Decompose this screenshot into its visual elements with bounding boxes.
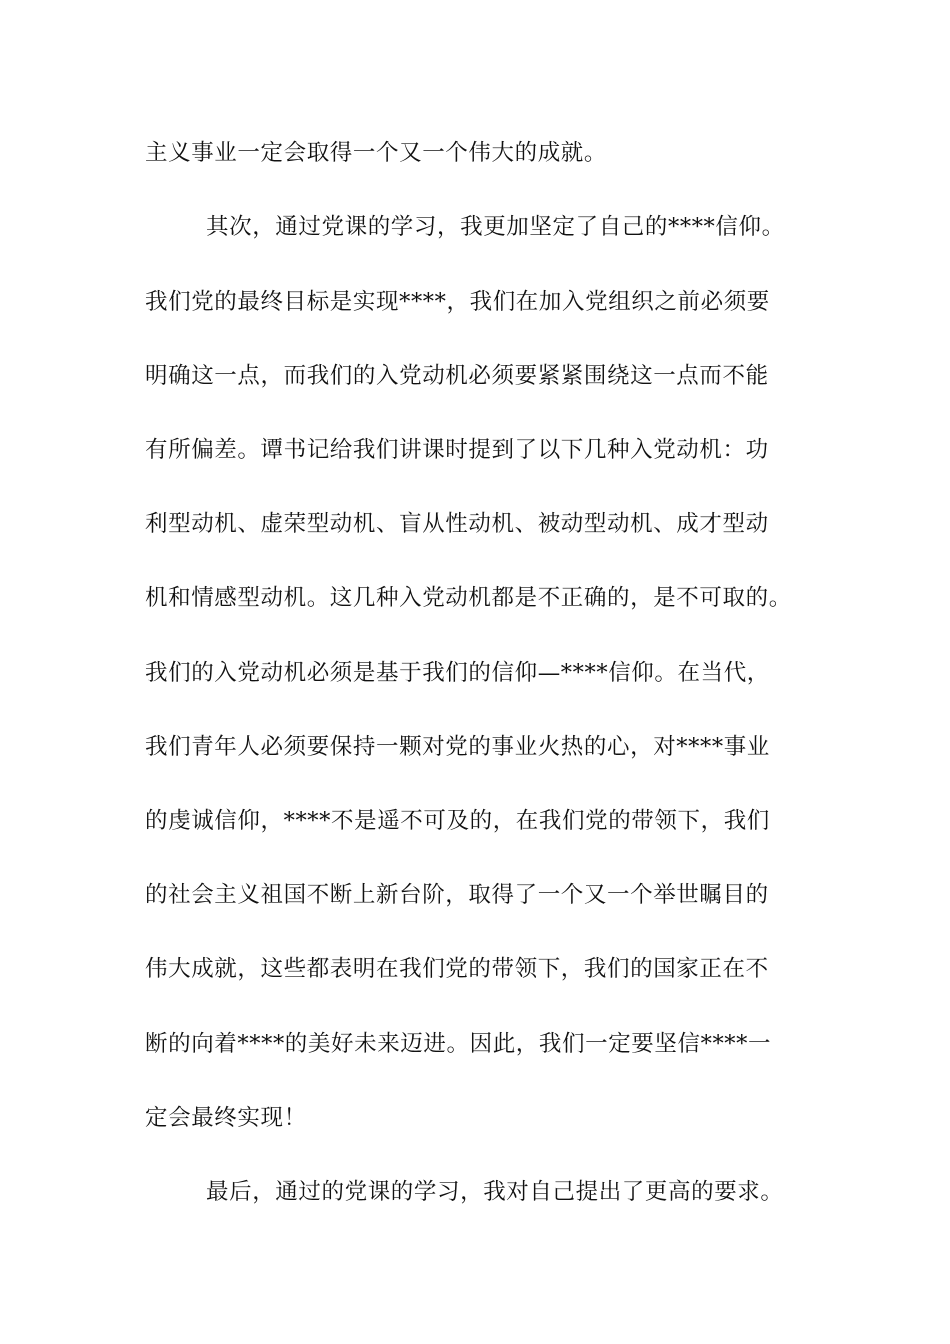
text-line: 断的向着****的美好未来迈进。因此，我们一定要坚信****一 bbox=[145, 1031, 772, 1057]
text-line: 有所偏差。谭书记给我们讲课时提到了以下几种入党动机：功 bbox=[145, 437, 769, 463]
text-line: 利型动机、虚荣型动机、盲从性动机、被动型动机、成才型动 bbox=[145, 511, 769, 537]
text-line: 我们的入党动机必须是基于我们的信仰—****信仰。在当代， bbox=[145, 660, 770, 686]
text-line: 的社会主义祖国不断上新台阶，取得了一个又一个举世瞩目的 bbox=[145, 882, 769, 908]
text-line: 的虔诚信仰，****不是遥不可及的，在我们党的带领下，我们 bbox=[145, 808, 770, 834]
text-line: 我们党的最终目标是实现****，我们在加入党组织之前必须要 bbox=[145, 289, 770, 315]
paragraph-first-line: 其次，通过党课的学习，我更加坚定了自己的****信仰。 bbox=[206, 214, 785, 240]
text-line: 伟大成就，这些都表明在我们党的带领下，我们的国家正在不 bbox=[145, 956, 769, 982]
text-line: 主义事业一定会取得一个又一个伟大的成就。 bbox=[145, 140, 608, 166]
text-line: 机和情感型动机。这几种入党动机都是不正确的，是不可取的。 bbox=[145, 585, 792, 611]
text-line: 明确这一点，而我们的入党动机必须要紧紧围绕这一点而不能 bbox=[145, 363, 769, 389]
text-line: 我们青年人必须要保持一颗对党的事业火热的心，对****事业 bbox=[145, 734, 770, 760]
text-line: 定会最终实现！ bbox=[145, 1105, 307, 1131]
paragraph-first-line: 最后，通过的党课的学习，我对自己提出了更高的要求。 bbox=[206, 1179, 784, 1205]
